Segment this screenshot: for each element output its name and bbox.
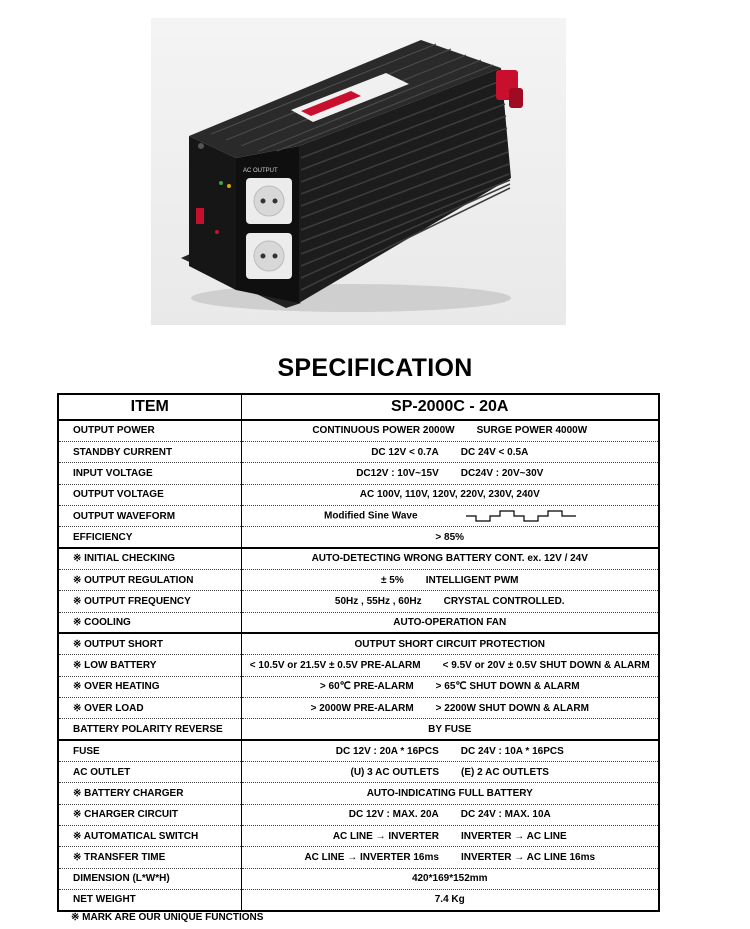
row-value: < 10.5V or 21.5V ± 0.5V PRE-ALARM < 9.5V or 20V ± 0.5V SHUT DOWN & ALARM bbox=[241, 655, 659, 676]
table-row bbox=[58, 463, 659, 484]
row-label: ※ COOLING bbox=[58, 612, 241, 633]
table-row bbox=[58, 719, 659, 740]
row-label: ※ OUTPUT FREQUENCY bbox=[58, 591, 241, 612]
row-value: > 2000W PRE-ALARM > 2200W SHUT DOWN & ALARM bbox=[241, 697, 659, 718]
row-label: ※ OVER LOAD bbox=[58, 697, 241, 718]
row-label: ※ OUTPUT SHORT bbox=[58, 633, 241, 654]
table-row bbox=[58, 762, 659, 783]
row-value: > 85% bbox=[241, 527, 659, 548]
indicator-icon bbox=[198, 143, 204, 149]
row-value: > 60℃ PRE-ALARM > 65℃ SHUT DOWN & ALARM bbox=[241, 676, 659, 697]
led-icon bbox=[219, 181, 223, 185]
row-label: EFFICIENCY bbox=[58, 527, 241, 548]
row-value: BY FUSE bbox=[241, 719, 659, 740]
table-row bbox=[58, 548, 659, 569]
row-label: OUTPUT POWER bbox=[58, 420, 241, 441]
row-label: FUSE bbox=[58, 740, 241, 761]
row-value: ± 5% INTELLIGENT PWM bbox=[241, 569, 659, 590]
row-value: AUTO-OPERATION FAN bbox=[241, 612, 659, 633]
row-value: DC 12V < 0.7A DC 24V < 0.5A bbox=[241, 441, 659, 462]
row-value: Modified Sine Wave bbox=[241, 505, 659, 526]
row-value: AC LINE → INVERTER 16ms INVERTER → AC LINE 16ms bbox=[241, 847, 659, 868]
specification-table bbox=[57, 393, 660, 912]
row-value: OUTPUT SHORT CIRCUIT PROTECTION bbox=[241, 633, 659, 654]
table-row bbox=[58, 890, 659, 911]
row-label: STANDBY CURRENT bbox=[58, 441, 241, 462]
row-label: DIMENSION (L*W*H) bbox=[58, 868, 241, 889]
table-row bbox=[58, 697, 659, 718]
table-row bbox=[58, 655, 659, 676]
table-row bbox=[58, 591, 659, 612]
row-label: ※ TRANSFER TIME bbox=[58, 847, 241, 868]
table-row bbox=[58, 441, 659, 462]
header-item: ITEM bbox=[58, 394, 241, 420]
table-row bbox=[58, 740, 659, 761]
row-value: DC 12V : 20A * 16PCS DC 24V : 10A * 16PCS bbox=[241, 740, 659, 761]
led-icon bbox=[227, 184, 231, 188]
row-label: AC OUTLET bbox=[58, 762, 241, 783]
footnote: ※ MARK ARE OUR UNIQUE FUNCTIONS bbox=[71, 912, 264, 923]
row-label: ※ INITIAL CHECKING bbox=[58, 548, 241, 569]
row-value: 50Hz , 55Hz , 60Hz CRYSTAL CONTROLLED. bbox=[241, 591, 659, 612]
row-label: ※ BATTERY CHARGER bbox=[58, 783, 241, 804]
table-row bbox=[58, 783, 659, 804]
product-photo bbox=[151, 18, 566, 325]
row-value: AC LINE → INVERTER INVERTER → AC LINE bbox=[241, 826, 659, 847]
row-value: CONTINUOUS POWER 2000W SURGE POWER 4000W bbox=[241, 420, 659, 441]
page-title: SPECIFICATION bbox=[277, 354, 473, 382]
row-value: AUTO-INDICATING FULL BATTERY bbox=[241, 783, 659, 804]
table-row bbox=[58, 676, 659, 697]
table-row bbox=[58, 527, 659, 548]
panel-label: AC OUTPUT bbox=[243, 168, 278, 174]
row-label: BATTERY POLARITY REVERSE bbox=[58, 719, 241, 740]
table-row bbox=[58, 868, 659, 889]
table-row bbox=[58, 826, 659, 847]
row-label: ※ OVER HEATING bbox=[58, 676, 241, 697]
row-label: ※ AUTOMATICAL SWITCH bbox=[58, 826, 241, 847]
row-label: ※ OUTPUT REGULATION bbox=[58, 569, 241, 590]
row-label: OUTPUT WAVEFORM bbox=[58, 505, 241, 526]
table-row bbox=[58, 505, 659, 526]
modified-sine-wave-icon bbox=[466, 509, 576, 523]
row-label: NET WEIGHT bbox=[58, 890, 241, 911]
table-header-row bbox=[58, 394, 659, 420]
table-row bbox=[58, 420, 659, 441]
table-row bbox=[58, 569, 659, 590]
row-value: (U) 3 AC OUTLETS (E) 2 AC OUTLETS bbox=[241, 762, 659, 783]
header-model: SP-2000C - 20A bbox=[241, 394, 659, 420]
led-icon bbox=[215, 230, 219, 234]
table-row bbox=[58, 612, 659, 633]
row-value: 7.4 Kg bbox=[434, 894, 465, 906]
table-row bbox=[58, 804, 659, 825]
row-label: OUTPUT VOLTAGE bbox=[58, 484, 241, 505]
row-value: DC 12V : MAX. 20A DC 24V : MAX. 10A bbox=[241, 804, 659, 825]
table-row bbox=[58, 847, 659, 868]
power-switch-icon bbox=[196, 208, 204, 224]
battery-terminal-icon bbox=[509, 88, 523, 108]
row-value: AUTO-DETECTING WRONG BATTERY CONT. ex. 12V / 24V bbox=[241, 548, 659, 569]
table-row bbox=[58, 484, 659, 505]
row-label: ※ CHARGER CIRCUIT bbox=[58, 804, 241, 825]
row-label: ※ LOW BATTERY bbox=[58, 655, 241, 676]
power-inverter-photo bbox=[151, 18, 566, 325]
table-row bbox=[58, 633, 659, 654]
row-label: INPUT VOLTAGE bbox=[58, 463, 241, 484]
row-value: AC 100V, 110V, 120V, 220V, 230V, 240V bbox=[241, 484, 659, 505]
row-value: DC12V : 10V~15V DC24V : 20V~30V bbox=[241, 463, 659, 484]
row-value: 420*169*152mm bbox=[241, 868, 659, 889]
